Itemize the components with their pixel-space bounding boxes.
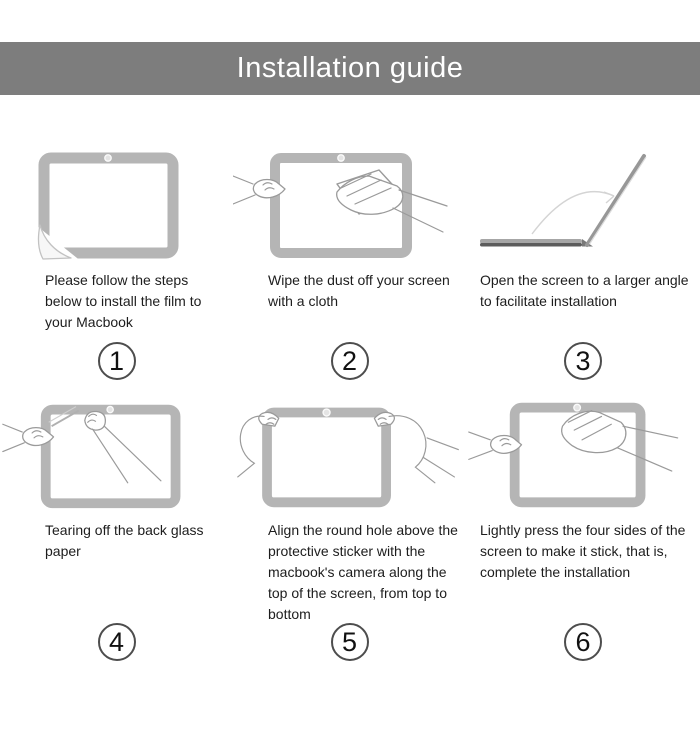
- left-arm-lines: [469, 432, 492, 459]
- left-arm-lines: [233, 176, 255, 204]
- step-1-text: Please follow the steps below to install the film to your Macbook: [45, 272, 202, 330]
- right-arm-lines: [423, 438, 458, 477]
- camera-hole-icon: [105, 155, 111, 161]
- tear-backing-icon: [0, 393, 233, 515]
- step-6: [466, 380, 700, 661]
- header-bar: [0, 42, 700, 95]
- camera-hole-icon: [338, 155, 344, 161]
- wipe-screen-icon: [233, 140, 466, 265]
- steps-grid: [0, 95, 700, 661]
- align-film-icon: [233, 393, 466, 515]
- step-3-number-badge: [564, 342, 602, 380]
- step-2-number-badge: [331, 342, 369, 380]
- step-4-text: Tearing off the back glass paper: [45, 522, 204, 559]
- laptop-base-bottom: [480, 243, 582, 247]
- laptop-screen: [587, 156, 644, 245]
- open-arrow-arc: [532, 192, 614, 234]
- align-film-illustration: [233, 393, 466, 515]
- step-1-number-badge: [98, 342, 136, 380]
- wipe-screen-illustration: [233, 140, 466, 265]
- step-6-text: Lightly press the four sides of the screen to make it stick, that is, complete the installation: [480, 522, 686, 580]
- screen-protector: [267, 413, 386, 503]
- step-2: [233, 95, 466, 380]
- step-5-number-badge: [331, 623, 369, 661]
- step-6-number: 6: [575, 626, 591, 657]
- step-3-text: Open the screen to a larger angle to facilitate installation: [480, 272, 689, 309]
- step-2-text: Wipe the dust off your screen with a cloth: [268, 272, 450, 309]
- laptop-base-top: [480, 239, 582, 244]
- open-laptop-illustration: [466, 140, 699, 265]
- step-4-number-badge: [98, 623, 136, 661]
- step-1: [0, 95, 233, 380]
- step-4: [0, 380, 233, 661]
- step-5-number: 5: [341, 626, 358, 657]
- step-5-text: Align the round hole above the protective sticker with the macbook's camera along the top of the screen, from top to bottom: [268, 522, 458, 622]
- step-3-number: 3: [575, 345, 591, 376]
- left-arm-lines: [3, 424, 24, 451]
- open-laptop-icon: [466, 140, 699, 265]
- page-title: Installation guide: [236, 52, 464, 84]
- step-1-number: 1: [108, 345, 125, 376]
- step-2-number: 2: [341, 345, 358, 376]
- screen-highlight: [590, 157, 647, 244]
- tear-backing-illustration: [0, 393, 233, 515]
- press-screen-icon: [466, 393, 699, 515]
- press-screen-illustration: [466, 393, 699, 515]
- step-4-number: 4: [108, 626, 125, 657]
- right-hand-outline: [389, 416, 435, 483]
- step-5: [233, 380, 466, 661]
- step-6-number-badge: [564, 623, 602, 661]
- step-3: [466, 95, 700, 380]
- camera-hole-icon: [323, 409, 330, 416]
- film-peel-icon: [0, 140, 233, 265]
- film-peel-illustration: [0, 140, 233, 265]
- screen-protector: [44, 158, 173, 253]
- left-hand-outline: [238, 416, 264, 477]
- camera-hole-icon: [107, 406, 113, 412]
- camera-hole-icon: [574, 404, 581, 411]
- installation-guide-page: [0, 42, 700, 661]
